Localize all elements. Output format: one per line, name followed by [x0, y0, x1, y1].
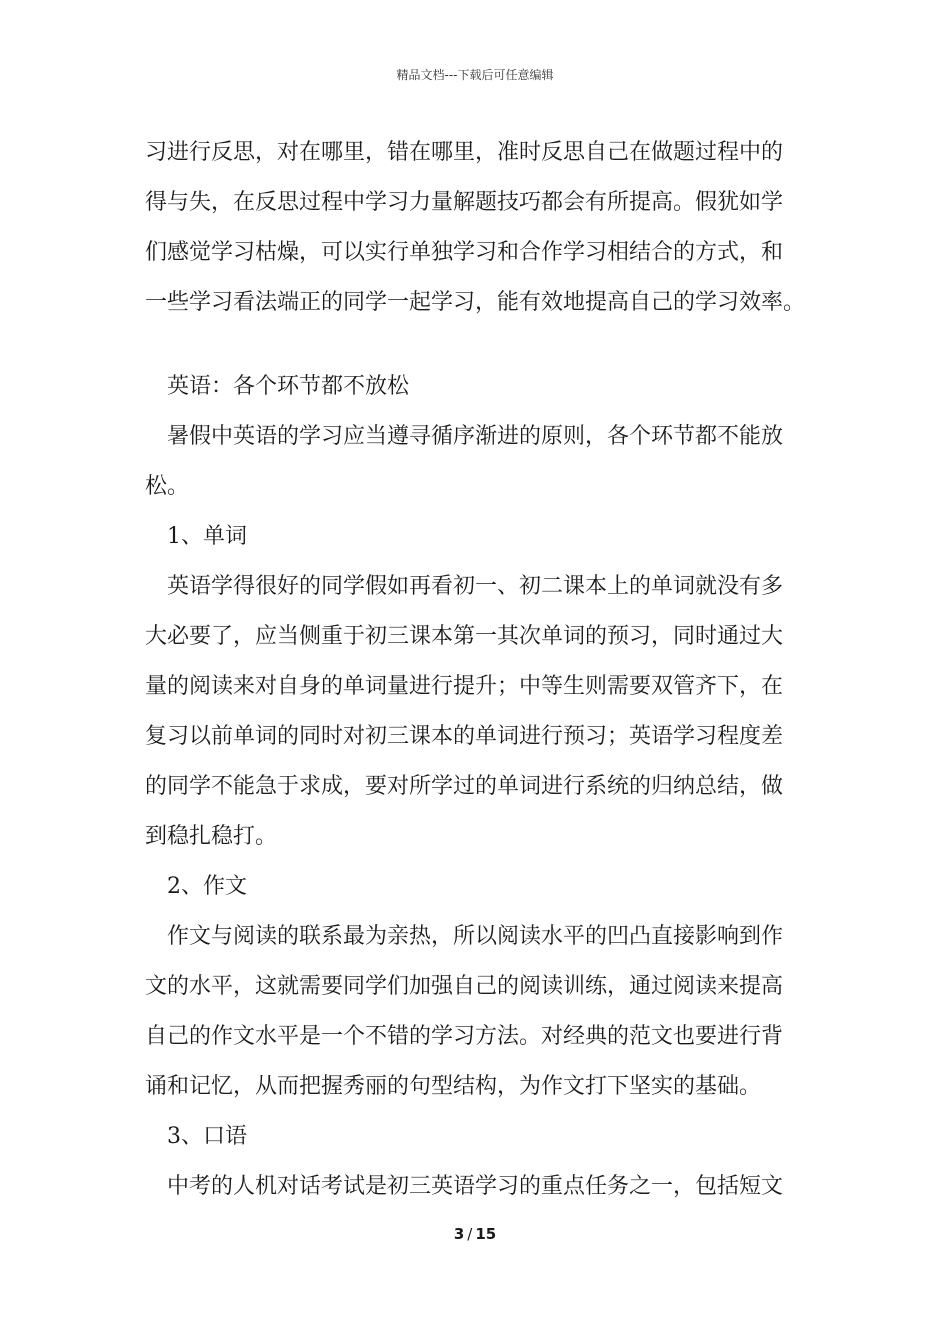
- paragraph-line: 得与失，在反思过程中学习力量解题技巧都会有所提高。假犹如学: [145, 190, 784, 215]
- subheading-speaking: 3、口语: [167, 1124, 247, 1149]
- paragraph-line: 自己的作文水平是一个不错的学习方法。对经典的范文也要进行背: [145, 1024, 784, 1049]
- current-page: 3: [453, 1225, 465, 1243]
- subheading-composition: 2、作文: [167, 874, 247, 899]
- paragraph-line: 作文与阅读的联系最为亲热，所以阅读水平的凹凸直接影响到作: [167, 924, 784, 949]
- paragraph-line: 诵和记忆，从而把握秀丽的句型结构，为作文打下坚实的基础。: [145, 1074, 762, 1099]
- page-header: 精品文档---下载后可任意编辑: [396, 68, 554, 82]
- paragraph-line: 中考的人机对话考试是初三英语学习的重点任务之一，包括短文: [167, 1174, 784, 1199]
- paragraph-line: 英语学得很好的同学假如再看初一、初二课本上的单词就没有多: [167, 574, 784, 599]
- page-separator: /: [467, 1225, 473, 1243]
- paragraph-line: 习进行反思，对在哪里，错在哪里，准时反思自己在做题过程中的: [145, 140, 784, 165]
- paragraph-line: 文的水平，这就需要同学们加强自己的阅读训练，通过阅读来提高: [145, 974, 784, 999]
- document-body: [145, 128, 815, 1212]
- paragraph-line: 量的阅读来对自身的单词量进行提升；中等生则需要双管齐下，在: [145, 674, 784, 699]
- page-number: [0, 1225, 950, 1243]
- paragraph-line: 的同学不能急于求成，要对所学过的单词进行系统的归纳总结，做: [145, 774, 784, 799]
- total-pages: 15: [475, 1225, 497, 1243]
- paragraph-line: 暑假中英语的学习应当遵寻循序渐进的原则，各个环节都不能放: [167, 424, 784, 449]
- paragraph-line: 松。: [145, 474, 190, 499]
- paragraph-line: 们感觉学习枯燥，可以实行单独学习和合作学习相结合的方式，和: [145, 240, 784, 265]
- section-heading-english: 英语：各个环节都不放松: [167, 374, 410, 399]
- subheading-vocabulary: 1、单词: [167, 524, 247, 549]
- paragraph-line: 复习以前单词的同时对初三课本的单词进行预习；英语学习程度差: [145, 724, 784, 749]
- paragraph-line: 一些学习看法端正的同学一起学习，能有效地提高自己的学习效率。: [145, 290, 806, 315]
- paragraph-line: 大必要了，应当侧重于初三课本第一其次单词的预习，同时通过大: [145, 624, 784, 649]
- paragraph-line: 到稳扎稳打。: [145, 824, 278, 849]
- paragraph-spacer: [145, 328, 815, 362]
